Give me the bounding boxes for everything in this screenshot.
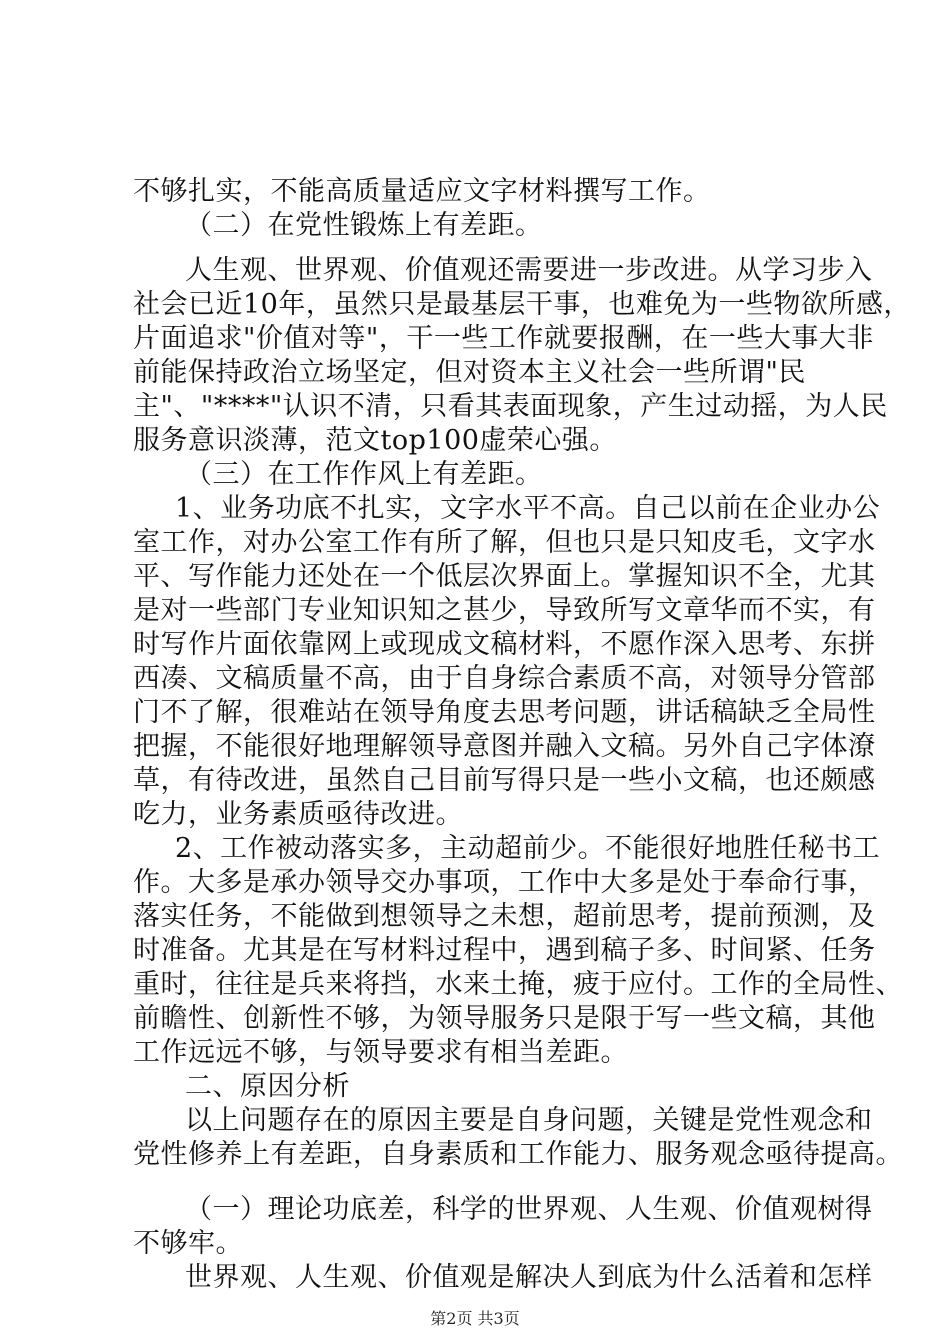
text-line: 世界观、人生观、价值观是解决人到底为什么活着和怎样 — [185, 1262, 873, 1293]
text-line: 工作远远不够，与领导要求有相当差距。 — [133, 1037, 628, 1068]
subsection-heading: 不够牢。 — [133, 1228, 243, 1259]
section-heading: 二、原因分析 — [185, 1071, 350, 1102]
text-line: 作。大多是承办领导交办事项，工作中大多是处于奉命行事， — [133, 867, 876, 898]
text-line: 以上问题存在的原因主要是自身问题，关键是党性观念和 — [185, 1105, 873, 1136]
text-line: 时写作片面依靠网上或现成文稿材料，不愿作深入思考、东拼 — [133, 629, 876, 660]
text-line: 人生观、世界观、价值观还需要进一步改进。从学习步入 — [185, 255, 873, 286]
text-line: 前瞻性、创新性不够，为领导服务只是限于写一些文稿，其他 — [133, 1003, 876, 1034]
text-line: 重时，往往是兵来将挡，水来土掩，疲于应付。工作的全局性、 — [133, 969, 903, 1000]
text-line: 时准备。尤其是在写材料过程中，遇到稿子多、时间紧、任务 — [133, 935, 876, 966]
text-line: 主"、"****"认识不清，只看其表面现象，产生过动摇，为人民 — [133, 391, 888, 422]
text-line: 把握，不能很好地理解领导意图并融入文稿。另外自己字体潦 — [133, 731, 876, 762]
text-line: 草，有待改进，虽然自己目前写得只是一些小文稿，也还颇感 — [133, 765, 876, 796]
text-line: 平、写作能力还处在一个低层次界面上。掌握知识不全，尤其 — [133, 561, 876, 592]
page-number: 第2页 共3页 — [430, 1309, 520, 1328]
subsection-heading: （一）理论功底差，科学的世界观、人生观、价值观树得 — [185, 1194, 873, 1225]
text-line: 社会已近10年，虽然只是最基层干事，也难免为一些物欲所感， — [133, 289, 911, 320]
text-line: 1、业务功底不扎实，文字水平不高。自己以前在企业办公 — [175, 493, 881, 524]
text-line: 服务意识淡薄，范文top100虚荣心强。 — [133, 425, 617, 456]
text-line: 2、工作被动落实多，主动超前少。不能很好地胜任秘书工 — [175, 833, 881, 864]
text-line: 室工作，对办公室工作有所了解，但也只是只知皮毛，文字水 — [133, 527, 876, 558]
text-line: 门不了解，很难站在领导角度去思考问题，讲话稿缺乏全局性 — [133, 697, 876, 728]
text-line: （二）在党性锻炼上有差距。 — [185, 210, 543, 241]
text-line: 党性修养上有差距，自身素质和工作能力、服务观念亟待提高。 — [133, 1139, 903, 1170]
text-line: （三）在工作作风上有差距。 — [185, 459, 543, 490]
text-line: 落实任务，不能做到想领导之未想，超前思考，提前预测，及 — [133, 901, 876, 932]
text-line: 是对一些部门专业知识知之甚少，导致所写文章华而不实，有 — [133, 595, 876, 626]
text-line: 不够扎实，不能高质量适应文字材料撰写工作。 — [133, 176, 711, 207]
text-line: 片面追求"价值对等"，干一些工作就要报酬，在一些大事大非 — [133, 323, 874, 354]
text-line: 前能保持政治立场坚定，但对资本主义社会一些所谓"民 — [133, 357, 806, 388]
text-line: 西凑、文稿质量不高，由于自身综合素质不高，对领导分管部 — [133, 663, 876, 694]
text-line: 吃力，业务素质亟待改进。 — [133, 799, 463, 830]
